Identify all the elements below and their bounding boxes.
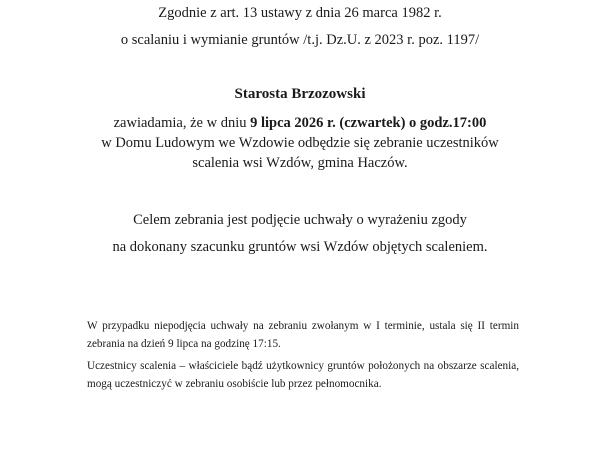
second-term-note: W przypadku niepodjęcia uchwały na zebraniu zwołanym w I terminie, ustala się II termin zebrania na dzień 9 lipca na godzinę 17:15. (87, 320, 519, 350)
announcement-prefix: zawiadamia, że w dniu (113, 115, 251, 131)
announcement-line-2: w Domu Ludowym we Wzdowie odbędzie się zebranie uczestników (101, 135, 499, 151)
authority-title: Starosta Brzozowski (234, 86, 366, 102)
purpose-line-2: na dokonany szacunku gruntów wsi Wzdów objętych scaleniem. (112, 239, 488, 255)
participants-note: Uczestnicy scalenia – właściciele bądź użytkownicy gruntów położonych na obszarze scalenia, mogą uczestniczyć w zebraniu osobiście lub przez pełnomocnika. (87, 360, 519, 390)
announcement-line-1 (0, 114, 600, 132)
announcement-line-3: scalenia wsi Wzdów, gmina Haczów. (192, 155, 408, 171)
meeting-date: 9 lipca 2026 r. (czwartek) o godz.17:00 (250, 115, 487, 131)
legal-basis-line-2: o scalaniu i wymianie gruntów /t.j. Dz.U. z 2023 r. poz. 1197/ (120, 32, 480, 48)
purpose-line-1: Celem zebrania jest podjęcie uchwały o wyrażeniu zgody (133, 212, 467, 228)
legal-basis-line-1: Zgodnie z art. 13 ustawy z dnia 26 marca 1982 r. (158, 5, 442, 21)
